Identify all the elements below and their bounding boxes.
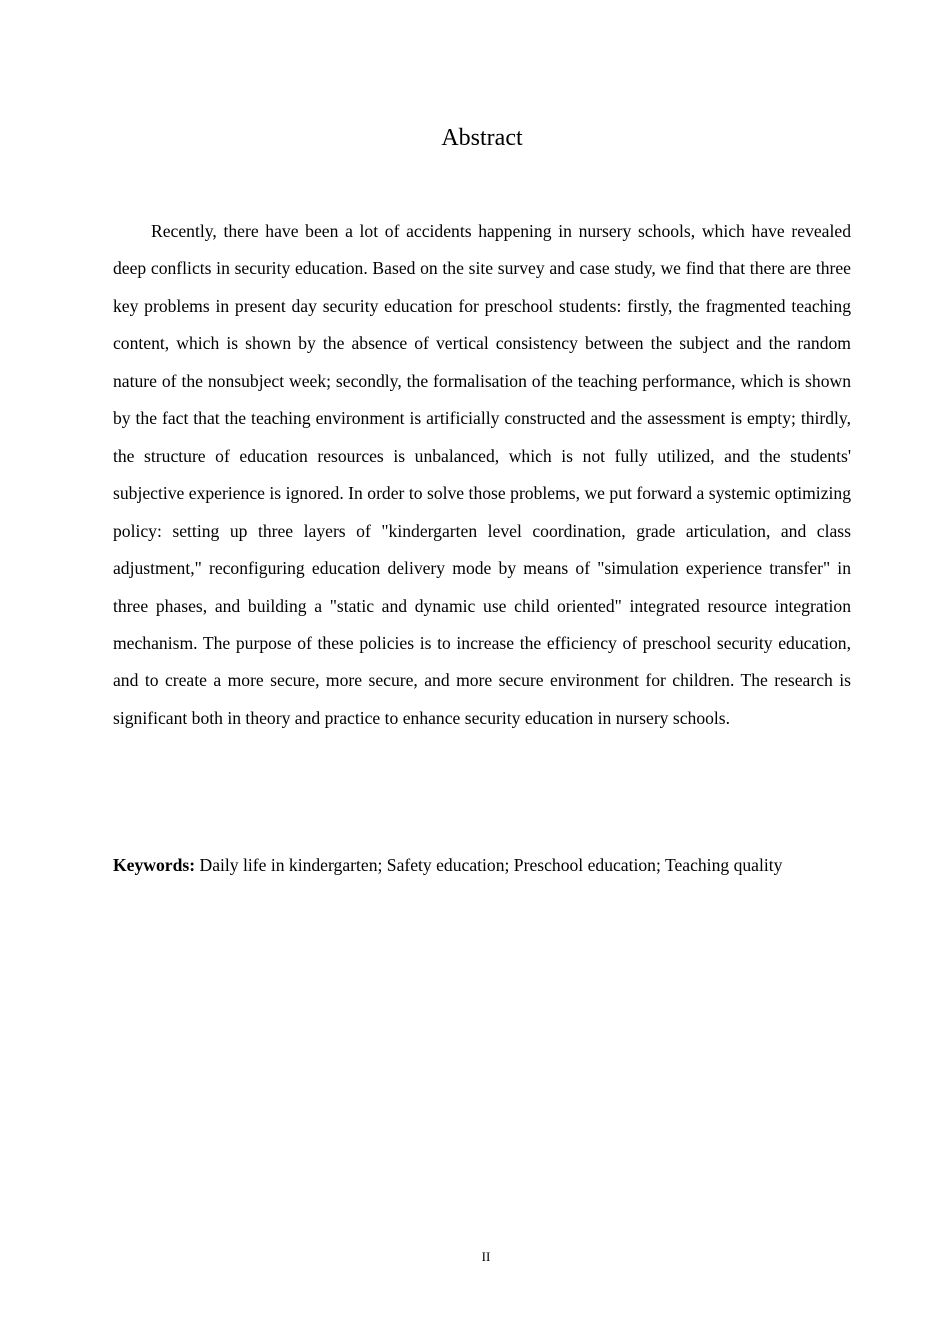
abstract-paragraph: Recently, there have been a lot of accidents happening in nursery schools, which have revealed deep conflicts in security education. Based on the site survey and case study, we find that there are three key problems in present day security education for preschool students: firstly, the fragmented teaching content, which is shown by the absence of vertical consistency between the subject and the random nature of the nonsubject week; secondly, the formalisation of the teaching performance, which is shown by the fact that the teaching environment is artificially constructed and the assessment is empty; thirdly, the structure of education resources is unbalanced, which is not fully utilized, and the students' subjective experience is ignored. In order to solve those problems, we put forward a systemic optimizing policy: setting up three layers of "kindergarten level coordination, grade articulation, and class adjustment," reconfiguring education delivery mode by means of "simulation experience transfer" in three phases, and building a "static and dynamic use child oriented" integrated resource integration mechanism. The purpose of these policies is to increase the efficiency of preschool security education, and to create a more secure, more secure, and more secure environment for children. The research is significant both in theory and practice to enhance security education in nursery schools. [113, 221, 851, 728]
keywords-line [113, 849, 873, 881]
keywords-label: Keywords: [113, 855, 196, 875]
keywords-text: Daily life in kindergarten; Safety education; Preschool education; Teaching quality [195, 855, 783, 875]
page-title: Abstract [441, 125, 523, 151]
page-number: II [481, 1249, 491, 1264]
